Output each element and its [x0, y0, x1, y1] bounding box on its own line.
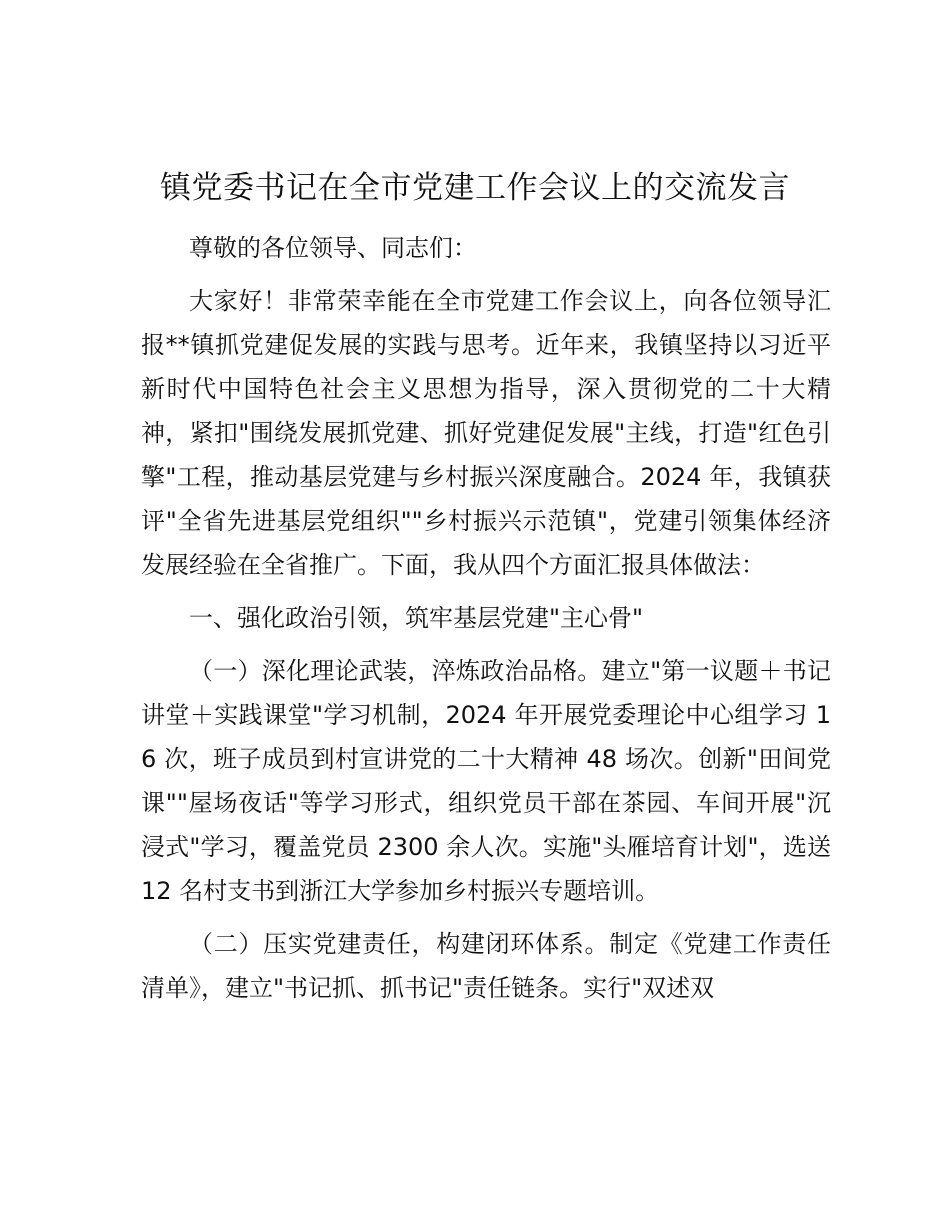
salutation-paragraph: 尊敬的各位领导、同志们：: [189, 234, 477, 262]
document-body: [141, 226, 831, 1010]
document-title: 镇党委书记在全市党建工作会议上的交流发言: [160, 170, 790, 206]
section-heading: 一、强化政治引领，筑牢基层党建"主心骨": [189, 604, 644, 632]
subsection-1-paragraph: （一）深化理论武装，淬炼政治品格。建立"第一议题＋书记讲堂＋实践课堂"学习机制，2024 年开展党委理论中心组学习 16 次，班子成员到村宣讲党的二十大精神 48 场次。创新"田间党课""屋场夜话"等学习形式，组织党员干部在茶园、车间开展"沉浸式"学习，覆盖党员 2300 余人次。实施"头雁培育计划"，选送 12 名村支书到浙江大学参加乡村振兴专题培训。: [141, 657, 831, 905]
opening-paragraph: 大家好！非常荣幸能在全市党建工作会议上，向各位领导汇报**镇抓党建促发展的实践与思考。近年来，我镇坚持以习近平新时代中国特色社会主义思想为指导，深入贯彻党的二十大精神，紧扣"围绕发展抓党建、抓好党建促发展"主线，打造"红色引擎"工程，推动基层党建与乡村振兴深度融合。2024 年，我镇获评"全省先进基层党组织""乡村振兴示范镇"，党建引领集体经济发展经验在全省推广。下面，我从四个方面汇报具体做法：: [141, 287, 831, 579]
subsection-2-paragraph: （二）压实党建责任，构建闭环体系。制定《党建工作责任清单》，建立"书记抓、抓书记"责任链条。实行"双述双: [141, 930, 831, 1002]
